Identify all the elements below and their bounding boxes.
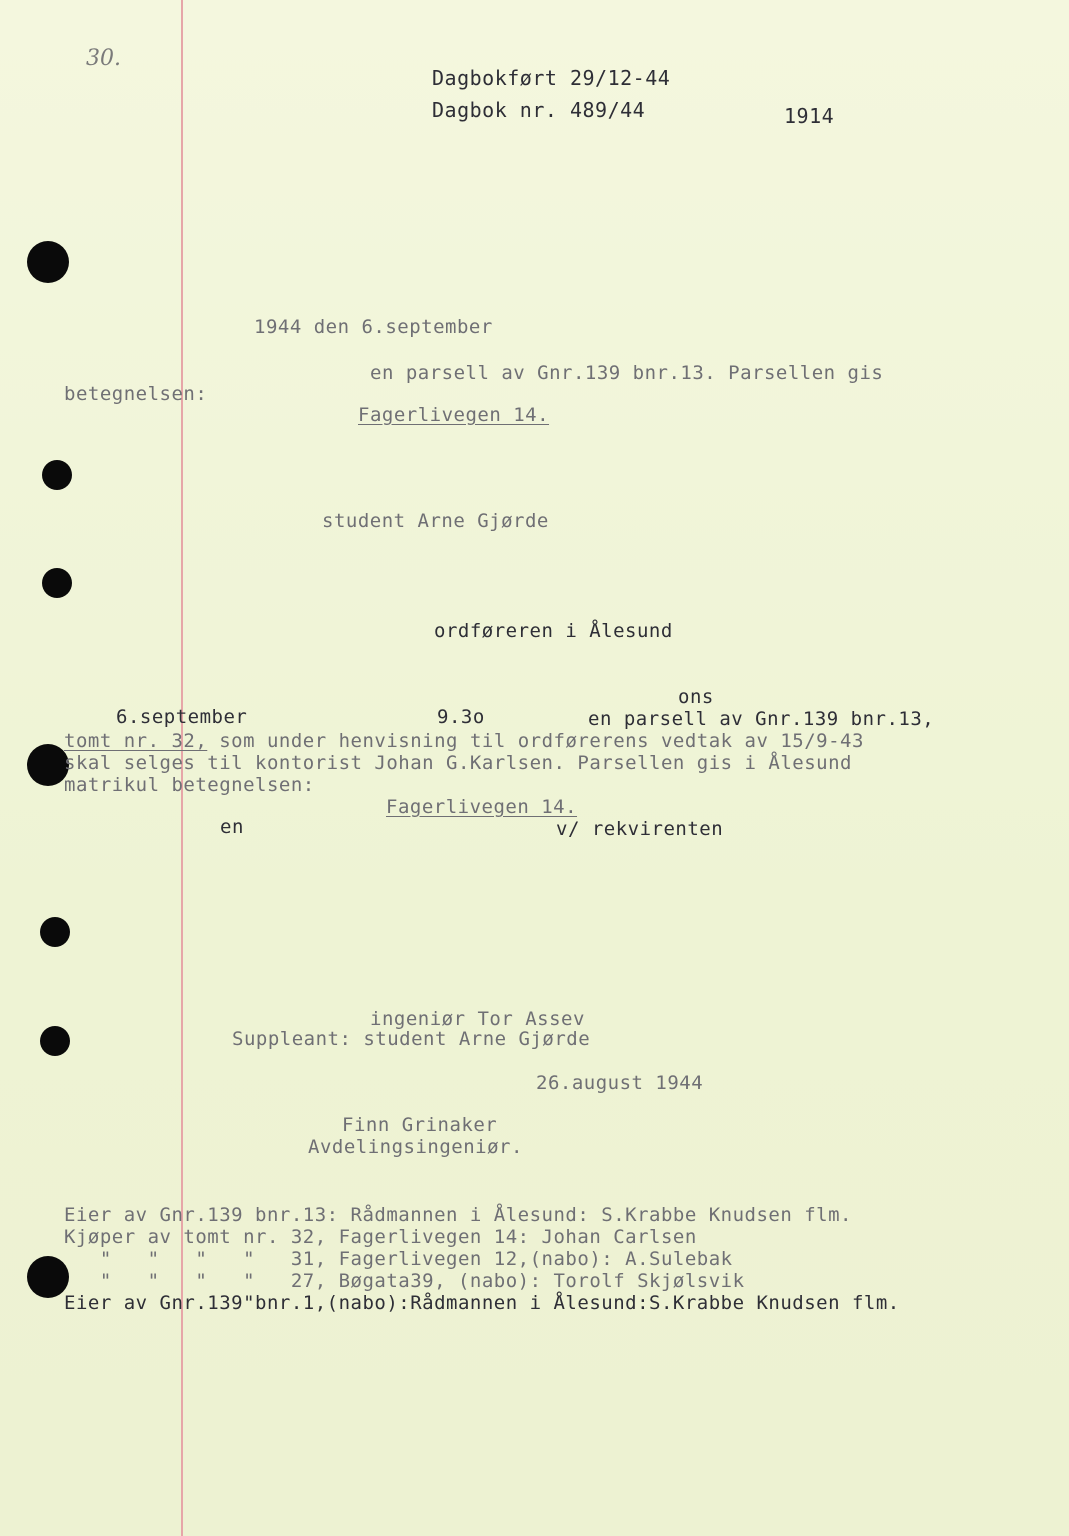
tomt-nr: tomt nr. 32, [64,730,208,752]
date-line: 1944 den 6.september [254,316,493,338]
punch-hole [27,744,69,786]
en-label: en [220,816,244,838]
punch-hole [27,241,69,283]
matrikul-line: matrikul betegnelsen: [64,774,315,796]
parcel-line: en parsell av Gnr.139 bnr.13. Parsellen gis [370,362,884,384]
ingenior-line: ingeniør Tor Assev [370,1008,585,1030]
weekday: ons [678,686,714,708]
owner-line: Eier av Gnr.139"bnr.1,(nabo):Rådmannen i Ålesund:S.Krabbe Knudsen flm. [64,1292,900,1314]
parcel-line-2: en parsell av Gnr.139 bnr.13, [588,708,935,730]
tomt-henvisning-line [64,730,864,752]
rekvirenten-label: v/ rekvirenten [556,818,724,840]
punch-hole [42,568,72,598]
owner-line: Kjøper av tomt nr. 32, Fagerlivegen 14: Johan Carlsen [64,1226,697,1248]
punch-hole [27,1256,69,1298]
document-number: 1914 [784,104,835,128]
owner-line: " " " " 27, Bøgata39, (nabo): Torolf Skjølsvik [64,1270,745,1292]
dagbok-fort-line: Dagbokført 29/12-44 [432,66,671,90]
henvisning-text: som under henvisning til ordførerens vedtak av 15/9-43 [207,730,864,752]
address-1: Fagerlivegen 14. [358,404,550,426]
ordforeren-line: ordføreren i Ålesund [434,620,673,642]
betegnelsen-label: betegnelsen: [64,383,208,405]
punch-hole [40,1026,70,1056]
time-value: 9.3o [437,706,485,728]
student-name: student Arne Gjørde [322,510,549,532]
signer-name: Finn Grinaker [342,1114,498,1136]
suppleant-line: Suppleant: student Arne Gjørde [232,1028,591,1050]
selges-line: skal selges til kontorist Johan G.Karlsen. Parsellen gis i Ålesund [64,752,852,774]
date-signed: 26.august 1944 [536,1072,704,1094]
date-sep6: 6.september [116,706,248,728]
owner-line: Eier av Gnr.139 bnr.13: Rådmannen i Ålesund: S.Krabbe Knudsen flm. [64,1204,852,1226]
punch-hole [42,460,72,490]
owner-line: " " " " 31, Fagerlivegen 12,(nabo): A.Sulebak [64,1248,733,1270]
dagbok-nr-line: Dagbok nr. 489/44 [432,98,646,122]
signer-title: Avdelingsingeniør. [308,1136,523,1158]
address-2: Fagerlivegen 14. [386,796,578,818]
punch-hole [40,917,70,947]
handwritten-page-number: 30. [86,46,121,71]
